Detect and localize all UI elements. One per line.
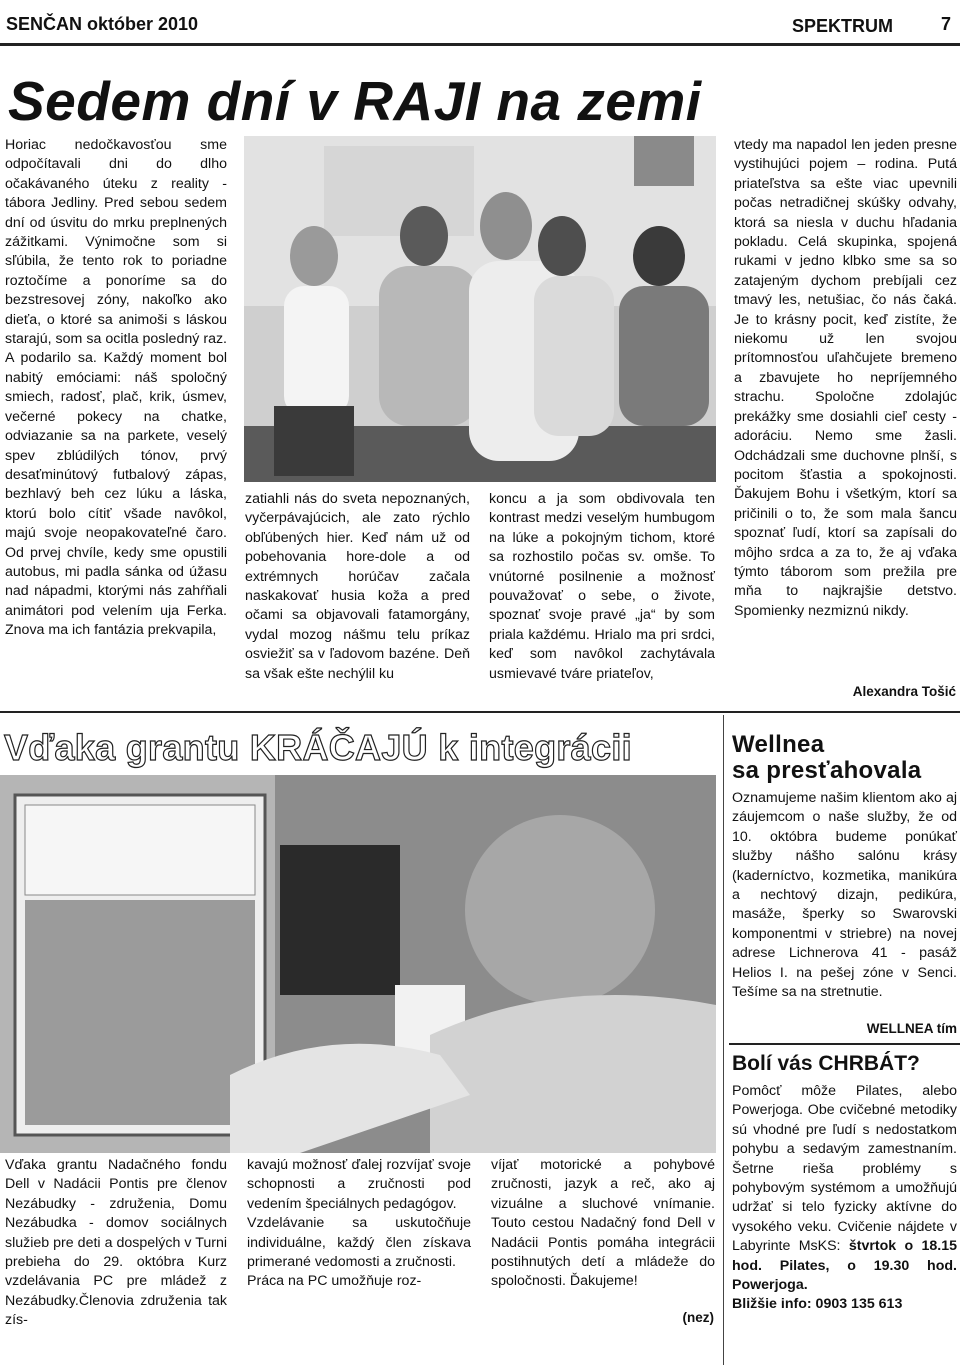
article-column-1: Horiac nedočkavosťou sme odpočítavali dni do dlho očakávaného úteku z reality - tábora Jedliny. Pred sebou sedem dní od úsvitu do mrku preplnených zážitkami. Výnimočne som si sľúbila, že tento rok to poriadne roztočíme a ponoríme sa do bezstresovej zóny, nakoľko ako dieťa, o ktoré sa animoši s láskou starajú, som sa ocitla posledný raz. A podarilo sa. Každý moment bol nabitý emóciami: náš spoločný smiech, radosť, plač, krik, úsmev, večerné pokecy na chatke, odviazanie sa na parkete, veselý spev zblúdilých tónov, prvý desaťminútový futbalový zápas, bezhlavý beh cez lúku a láska, ktorú bolo cítiť všade navôkol, majú svoje neopakovateľné čaro. Od prvej chvíle, kedy sme opustili autobus, mi padla sánka od úžasu nad nápadmi, ktorými nás zahŕňali animátori pod velením uja Ferka. Znova ma ich fantázia prekvapila, <box>5 137 227 639</box>
article-title: Vďaka grantu KRÁČAJÚ k integrácii <box>4 727 632 768</box>
newspaper-name: SENČAN október 2010 <box>6 14 199 34</box>
article-column-1: Vďaka grantu Nadačného fondu Dell v Nadácii Pontis pre členov Nezábudky - združenia, Domu Nezábudka - domov sociálnych služieb pre deti a dospelých v Turni prebieha do 29. októbra Kurz vzdelávania PC pre mládež z Nezábudky.Členovia združenia tak zís- <box>5 1157 227 1329</box>
article-column-4: vtedy ma napadol len jeden presne vystihujúci pojem – rodina. Putá priateľstva sa ešte viac upevnili počas netradičnej skúšky odvahy, ktorá sa niesla v duchu hľadania pokladu. Celá skupinka, spojená rukami v jedno klbko sme sa so zatajeným dychom prebíjali cez tmavý les, netušiac, čo nás čaká. Je to krásny pocit, keď zistíte, že niekomu už len svojou prítomnosťou uľahčujete bremeno a zbavujete ho nepríjemného strachu. Spoločne zdolajúc prekážky sme dosiahli cieľ cesty - adoráciu. Nemo sme žasli. Odchádzali sme duchovne plnší, s pocitom šťastia a spokojnosti. Ďakujem Bohu i všetkým, ktorí sa pričinili o to, že som mala šancu spoznať ľudí, ktorí sa zapísali do môjho srdca a za to, že aj vďaka týmto táborom som prežila pre mňa to najkrajšie detstvo. Spomienky nezmiznú nikdy. <box>734 137 957 619</box>
paragraph: Vzdelávanie sa uskutočňuje individuálne, každý člen získava primerané vedomosti a zručnosti. <box>247 1215 471 1271</box>
page-number: 7 <box>941 14 952 34</box>
article-title: Bolí vás CHRBÁT? <box>732 1052 920 1075</box>
title-line: sa presťahovala <box>732 757 922 784</box>
article-author: (nez) <box>682 1310 714 1325</box>
article-body: Oznamujeme našim klientom ako aj záujemcom o naše služby, že od 10. októbra budeme ponúkať služby nášho salónu krásy (kaderníctvo, kozmetika, manikúra a nechtový dizajn, pedikúra, masáže, šperky so Swarovski komponentmi v striebre) na novej adrese Lichnerova 41 - pasáž Helios I. na pešej zóne v Senci. Tešíme sa na stretnutie. <box>732 790 957 1001</box>
header-rule <box>0 43 960 46</box>
article-column-3: koncu a ja som obdivovala ten kontrast medzi veselým humbugom na lúke a pokojným tichom, ktoré sa rozhostilo počas sv. omše. To vnútorné posilnenie a možnosť pouvažovať o sebe, o živote, spoznať svoje pravé „ja“ by som priala každému. Hrialo ma pri srdci, keď som navôkol zachytávala usmievavé tváre priateľov, <box>489 491 715 682</box>
article-body-text: Pomôcť môže Pilates, alebo Powerjoga. Obe cvičebné metodiky sú vhodné pre ľudí s nedostatkom pohybu a sedavým zamestnaním. Šetrne rieša problémy s pohybovým systémom a umožňujú udržať si telo fyzicky aktívne do vysokého veku. Cvičenie nájdete v Labyrinte MsKS: <box>732 1083 957 1255</box>
paragraph: Práca na PC umožňuje roz- <box>247 1273 422 1290</box>
article-column-2 <box>247 1156 471 1292</box>
article-title: Sedem dní v RAJI na zemi <box>8 70 702 132</box>
camp-group-photo <box>244 136 716 482</box>
article-body <box>732 1082 957 1315</box>
child-at-computer-photo <box>0 775 716 1153</box>
column-divider <box>723 715 724 1365</box>
article-column-3: víjať motorické a pohybové zručnosti, jazyk a reč, ako aj vizuálne a sluchové vnímanie. Touto cestou Nadačný fond Dell v Nadácii Pontis pomáha integrácii postihnutých detí a mládeže do spoločnosti. Ďakujeme! <box>491 1157 715 1290</box>
section-name: SPEKTRUM <box>792 16 894 36</box>
section-divider <box>0 711 960 713</box>
article-title <box>732 732 921 784</box>
paragraph: kavajú možnosť ďalej rozvíjať svoje schopnosti a zručnosti pod vedením špeciálnych pedagógov. <box>247 1157 471 1212</box>
article-contact: Bližšie info: 0903 135 613 <box>732 1296 903 1313</box>
article-divider <box>729 1043 960 1045</box>
article-schedule: štvrtok o 18.15 hod. Pilates, o 19.30 hod. Powerjoga. <box>732 1238 957 1294</box>
article-author: WELLNEA tím <box>866 1021 957 1036</box>
article-column-2: zatiahli nás do sveta nepoznaných, vyčerpávajúcich, ale zato rýchlo obľúbených hier. Keď nám už od pobehovania hore-dole a od extrémnych horúčav začala naskakovať husia koža a pred očami sa objavovali fatamorgány, vydal mozog nášmu telu príkaz osviežiť sa v ľadovom bazéne. Deň sa však ešte nechýlil ku <box>245 491 470 682</box>
title-line: Wellnea <box>732 731 825 758</box>
article-author: Alexandra Tošić <box>852 684 956 699</box>
